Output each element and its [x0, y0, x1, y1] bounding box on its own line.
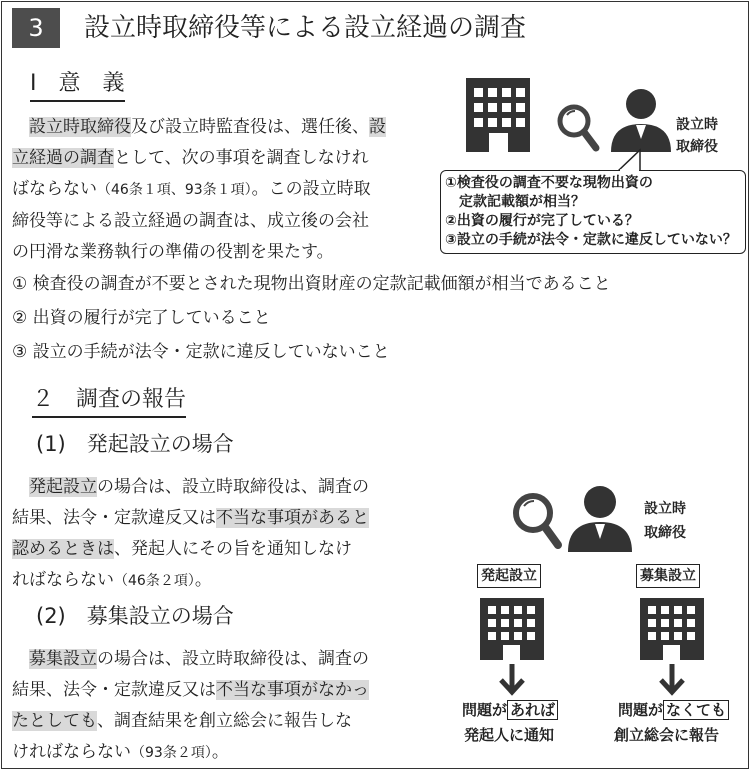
person-label-line1: 設立時: [676, 117, 718, 133]
list-item: ① 検査役の調査が不要とされた現物出資財産の定款記載価額が相当であること: [12, 274, 611, 294]
arrow-down-icon: [661, 664, 683, 692]
magnifier-icon: [516, 496, 558, 545]
person-label-line1: 設立時: [644, 501, 686, 517]
label-promoter-incorporation: 発起設立: [477, 564, 541, 588]
paragraph-line: 設立時取締役及び設立時監査役は、選任後、設: [29, 117, 386, 137]
building-icon: [480, 598, 544, 660]
person-label-line2: 取締役: [644, 525, 686, 541]
section-number: 3: [12, 8, 60, 48]
list-item: ② 出資の履行が完了していること: [12, 308, 271, 328]
list-item: ③ 設立の手続が法令・定款に違反していないこと: [12, 342, 390, 362]
heading-report: ２ 調査の報告: [32, 384, 186, 418]
paragraph-line: ければならない（93条２項）。: [12, 742, 229, 762]
paragraph-line: 立経過の調査として、次の事項を調査しなけれ: [12, 148, 369, 168]
person-icon: [568, 486, 632, 552]
paragraph-line: ればならない（46条２項）。: [12, 570, 212, 590]
heading-subscription-incorporation: (2) 募集設立の場合: [36, 604, 234, 628]
label-subscription-incorporation: 募集設立: [636, 564, 700, 588]
caption-promoter-line1: 問題が あれば: [462, 697, 558, 724]
building-icon: [640, 598, 704, 660]
caption-subscription-line1: 問題が なくても: [618, 697, 729, 724]
bubble-line: ②出資の履行が完了している？: [445, 213, 639, 229]
bubble-line: ①検査役の調査不要な現物出資の: [445, 175, 653, 191]
paragraph-line: 発起設立の場合は、設立時取締役は、調査の: [29, 477, 369, 497]
paragraph-line: 締役等による設立経過の調査は、成立後の会社: [12, 211, 369, 231]
heading-promoter-incorporation: (1) 発起設立の場合: [36, 432, 234, 456]
bubble-line: 定款記載額が相当？: [445, 194, 585, 210]
heading-meaning: Ⅰ 意 義: [30, 68, 125, 102]
person-label-line2: 取締役: [676, 139, 718, 155]
paragraph-line: たとしても、調査結果を創立総会に報告しな: [12, 711, 352, 731]
paragraph-line: 結果、法令・定款違反又は不当な事項がなかっ: [12, 680, 369, 700]
paragraph-line: 認めるときは、発起人にその旨を通知しなけ: [12, 539, 352, 559]
paragraph-line: 募集設立の場合は、設立時取締役は、調査の: [29, 649, 369, 669]
bubble-line: ③設立の手続が法令・定款に違反していない？: [445, 232, 737, 248]
caption-subscription-line2: 創立総会に報告: [614, 726, 720, 744]
arrow-down-icon: [501, 664, 523, 692]
caption-promoter-line2: 発起人に通知: [464, 726, 555, 744]
paragraph-line: ばならない（46条１項、93条１項）。この設立時取: [12, 179, 371, 199]
paragraph-line: 結果、法令・定款違反又は不当な事項があると: [12, 508, 369, 528]
paragraph-line: の円滑な業務執行の準備の役割を果たす。: [12, 242, 334, 262]
page-title: 設立時取締役等による設立経過の調査: [84, 13, 527, 43]
